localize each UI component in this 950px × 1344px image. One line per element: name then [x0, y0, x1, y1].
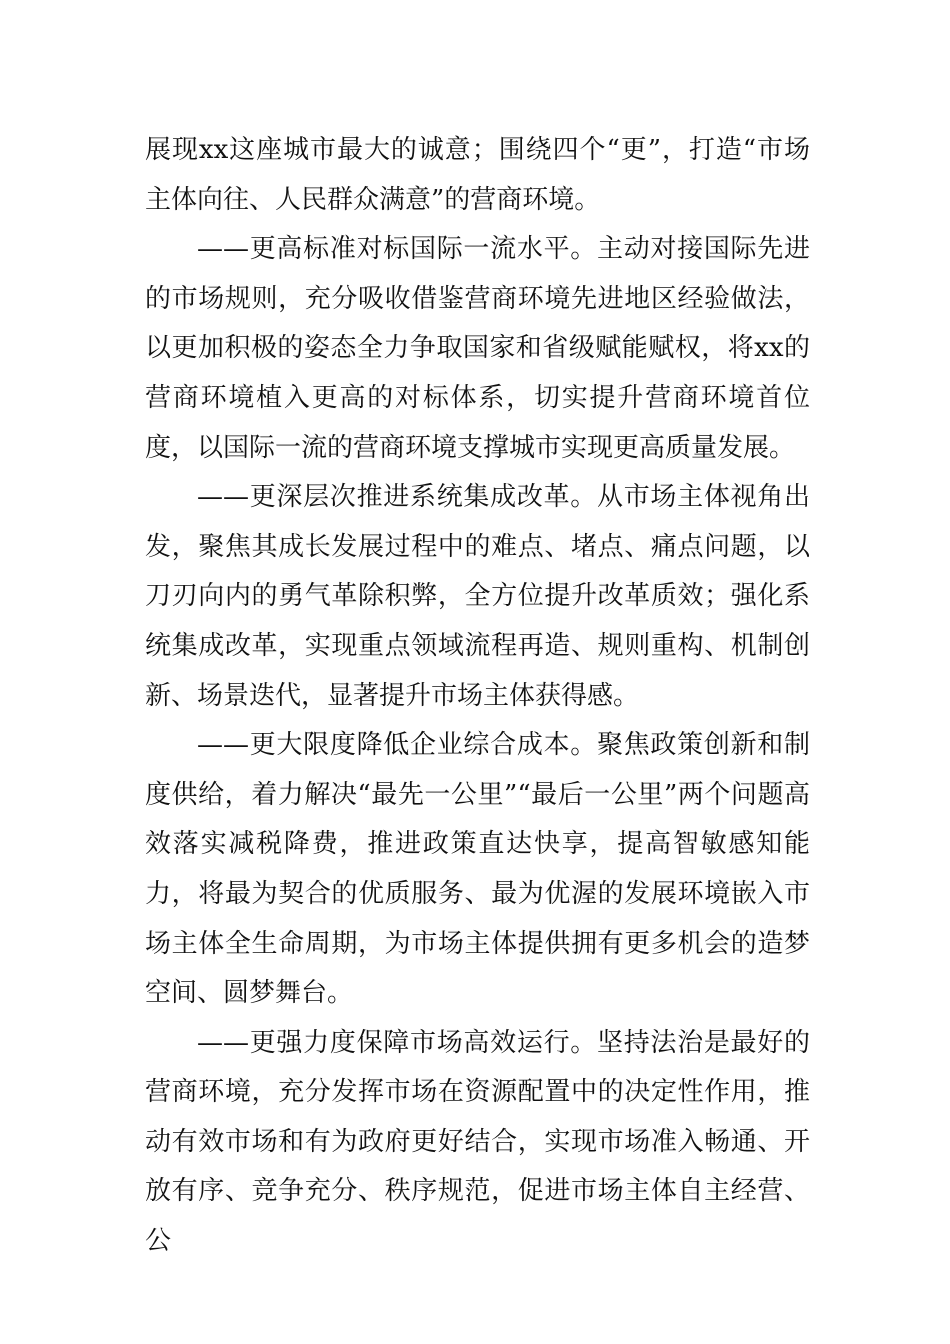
paragraph-intro-continuation: 展现xx这座城市最大的诚意；围绕四个“更”，打造“市场主体向往、人民群众满意”的营商环境。	[145, 135, 810, 215]
paragraph-lower-costs: ——更大限度降低企业综合成本。聚焦政策创新和制度供给，着力解决“最先一公里”“最后一公里”两个问题高效落实减税降费，推进政策直达快享，提高智敏感知能力，将最为契合的优质服务、最为优渥的发展环境嵌入市场主体全生命周期，为市场主体提供拥有更多机会的造梦空间、圆梦舞台。	[145, 730, 810, 1009]
paragraph-market-operation: ——更强力度保障市场高效运行。坚持法治是最好的营商环境，充分发挥市场在资源配置中的决定性作用，推动有效市场和有为政府更好结合，实现市场准入畅通、开放有序、竞争充分、秩序规范，促进市场主体自主经营、公	[145, 1027, 810, 1257]
document-body	[145, 126, 810, 1267]
paragraph-higher-standards: ——更高标准对标国际一流水平。主动对接国际先进的市场规则，充分吸收借鉴营商环境先进地区经验做法，以更加积极的姿态全力争取国家和省级赋能赋权，将xx的营商环境植入更高的对标体系，切实提升营商环境首位度，以国际一流的营商环境支撑城市实现更高质量发展。	[145, 234, 810, 463]
paragraph-deeper-reform: ——更深层次推进系统集成改革。从市场主体视角出发，聚焦其成长发展过程中的难点、堵点、痛点问题，以刀刃向内的勇气革除积弊，全方位提升改革质效；强化系统集成改革，实现重点领域流程再造、规则重构、机制创新、场景迭代，显著提升市场主体获得感。	[145, 482, 810, 711]
